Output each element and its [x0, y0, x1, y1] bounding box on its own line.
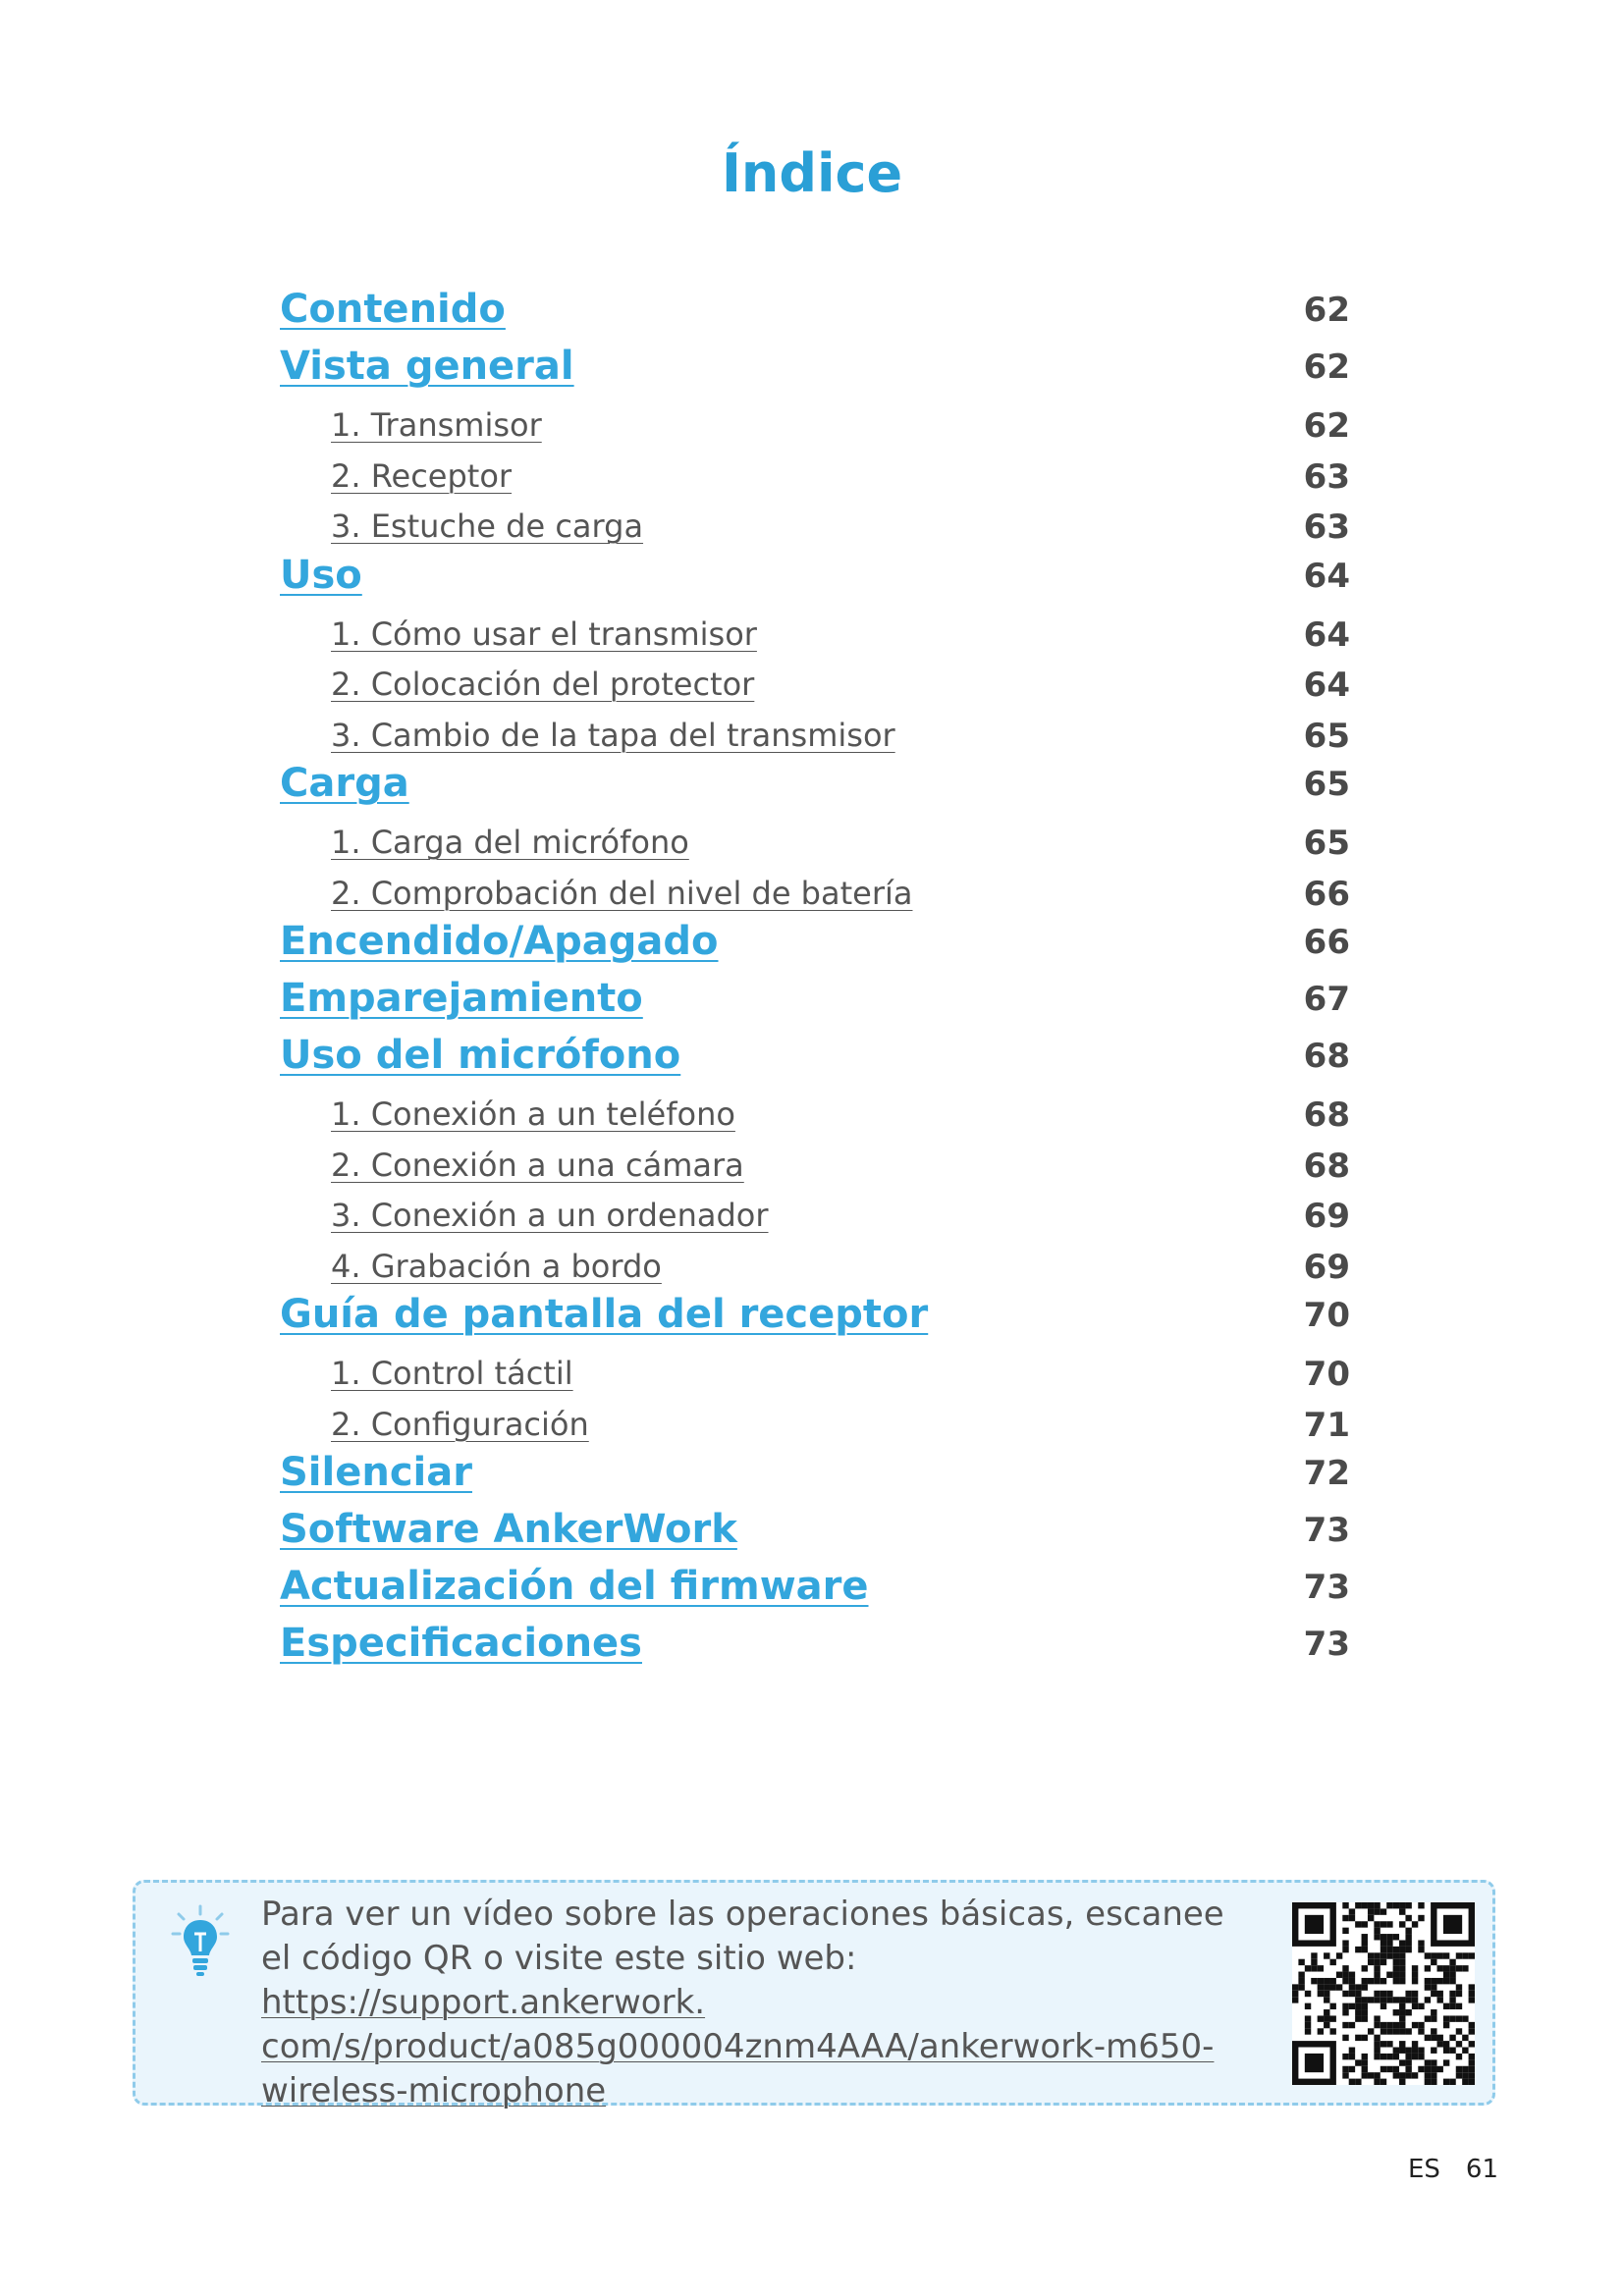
table-of-contents [280, 283, 1350, 1674]
toc-section[interactable] [280, 915, 1350, 972]
toc-page-number: 62 [1303, 406, 1350, 446]
toc-page-number: 63 [1303, 507, 1350, 547]
toc-page-number: 72 [1303, 1454, 1350, 1493]
toc-page-number: 68 [1303, 1095, 1350, 1135]
toc-section[interactable] [280, 757, 1350, 814]
toc-subsection[interactable] [280, 814, 1350, 865]
toc-link[interactable]: 1. Carga del micrófono [331, 824, 689, 861]
toc-page-number: 70 [1303, 1296, 1350, 1335]
toc-link[interactable]: Silenciar [280, 1450, 472, 1495]
toc-link[interactable]: 2. Conexión a una cámara [331, 1146, 744, 1184]
toc-subsection[interactable] [280, 606, 1350, 657]
lightbulb-icon [171, 1904, 230, 1983]
toc-page-number: 67 [1303, 980, 1350, 1019]
toc-page-number: 65 [1303, 824, 1350, 863]
toc-section[interactable] [280, 283, 1350, 340]
toc-subsection[interactable] [280, 498, 1350, 549]
toc-link[interactable]: 2. Receptor [331, 456, 513, 495]
toc-section[interactable] [280, 1560, 1350, 1617]
toc-section[interactable] [280, 1446, 1350, 1503]
toc-subsection[interactable] [280, 1086, 1350, 1137]
toc-page-number: 64 [1303, 666, 1350, 705]
toc-link[interactable]: 1. Conexión a un teléfono [331, 1095, 735, 1133]
toc-page-number: 73 [1303, 1511, 1350, 1550]
toc-link[interactable]: Especificaciones [280, 1621, 642, 1666]
toc-page-number: 65 [1303, 716, 1350, 756]
toc-link[interactable]: 2. Comprobación del nivel de batería [331, 874, 913, 912]
toc-page-number: 69 [1303, 1197, 1350, 1236]
page-number: 61 [1465, 2155, 1498, 2184]
qr-code[interactable] [1292, 1902, 1475, 2085]
toc-page-number: 64 [1303, 614, 1350, 655]
toc-link[interactable]: Emparejamiento [280, 976, 643, 1021]
toc-page-number: 62 [1303, 291, 1350, 330]
toc-subsection[interactable] [280, 1187, 1350, 1238]
toc-page-number: 62 [1303, 347, 1350, 387]
toc-subsection[interactable] [280, 1345, 1350, 1396]
toc-section[interactable] [280, 340, 1350, 397]
toc-page-number: 65 [1303, 765, 1350, 804]
toc-section[interactable] [280, 972, 1350, 1029]
toc-subsection[interactable] [280, 656, 1350, 707]
language-code: ES [1407, 2155, 1440, 2184]
toc-subsection[interactable] [280, 865, 1350, 916]
toc-link[interactable]: Encendido/Apagado [280, 919, 719, 964]
toc-section[interactable] [280, 1617, 1350, 1674]
toc-link[interactable]: 2. Colocación del protector [331, 666, 755, 703]
toc-page-number: 73 [1303, 1568, 1350, 1607]
toc-link[interactable]: 3. Cambio de la tapa del transmisor [331, 716, 895, 754]
toc-section[interactable] [280, 1029, 1350, 1086]
toc-page-number: 70 [1303, 1355, 1350, 1394]
toc-link[interactable]: 3. Conexión a un ordenador [331, 1197, 769, 1234]
toc-page-number: 66 [1303, 874, 1350, 914]
toc-page-number: 71 [1303, 1405, 1350, 1445]
toc-link[interactable]: Carga [280, 761, 409, 806]
toc-link[interactable]: Uso del micrófono [280, 1033, 681, 1078]
toc-section[interactable] [280, 549, 1350, 606]
toc-link[interactable]: Vista general [280, 344, 574, 389]
toc-subsection[interactable] [280, 707, 1350, 758]
toc-subsection[interactable] [280, 397, 1350, 448]
toc-link[interactable]: 1. Transmisor [331, 406, 542, 444]
toc-link[interactable]: 4. Grabación a bordo [331, 1247, 662, 1285]
toc-subsection[interactable] [280, 1396, 1350, 1447]
toc-section[interactable] [280, 1288, 1350, 1345]
toc-section[interactable] [280, 1503, 1350, 1560]
toc-subsection[interactable] [280, 1238, 1350, 1289]
toc-page-number: 69 [1303, 1247, 1350, 1287]
toc-subsection[interactable] [280, 1137, 1350, 1188]
tip-box [133, 1880, 1495, 2110]
toc-link[interactable]: Contenido [280, 287, 506, 332]
page-footer [1382, 2155, 1498, 2184]
toc-page-number: 68 [1303, 1037, 1350, 1076]
toc-link[interactable]: 2. Configuración [331, 1405, 589, 1443]
toc-link[interactable]: Software AnkerWork [280, 1507, 737, 1552]
tip-message: Para ver un vídeo sobre las operaciones básicas, escanee el código QR o visite este sitio web: [261, 1895, 1224, 1978]
toc-link[interactable]: 1. Cómo usar el transmisor [331, 614, 757, 653]
toc-link[interactable]: Guía de pantalla del receptor [280, 1292, 929, 1337]
toc-page-number: 68 [1303, 1146, 1350, 1186]
toc-link[interactable]: Uso [280, 552, 362, 598]
page-title: Índice [721, 142, 903, 204]
toc-link[interactable]: Actualización del firmware [280, 1564, 869, 1609]
tip-text [261, 1893, 1243, 2113]
toc-page-number: 63 [1303, 456, 1350, 497]
toc-subsection[interactable] [280, 448, 1350, 499]
support-link[interactable]: https://support.ankerwork. com/s/product/a085g000004znm4AAA/ankerwork-m650- wireless-microphone [261, 1983, 1215, 2110]
toc-page-number: 66 [1303, 923, 1350, 962]
toc-page-number: 64 [1303, 556, 1350, 596]
toc-link[interactable]: 3. Estuche de carga [331, 507, 644, 545]
toc-page-number: 73 [1303, 1625, 1350, 1664]
toc-link[interactable]: 1. Control táctil [331, 1355, 573, 1392]
